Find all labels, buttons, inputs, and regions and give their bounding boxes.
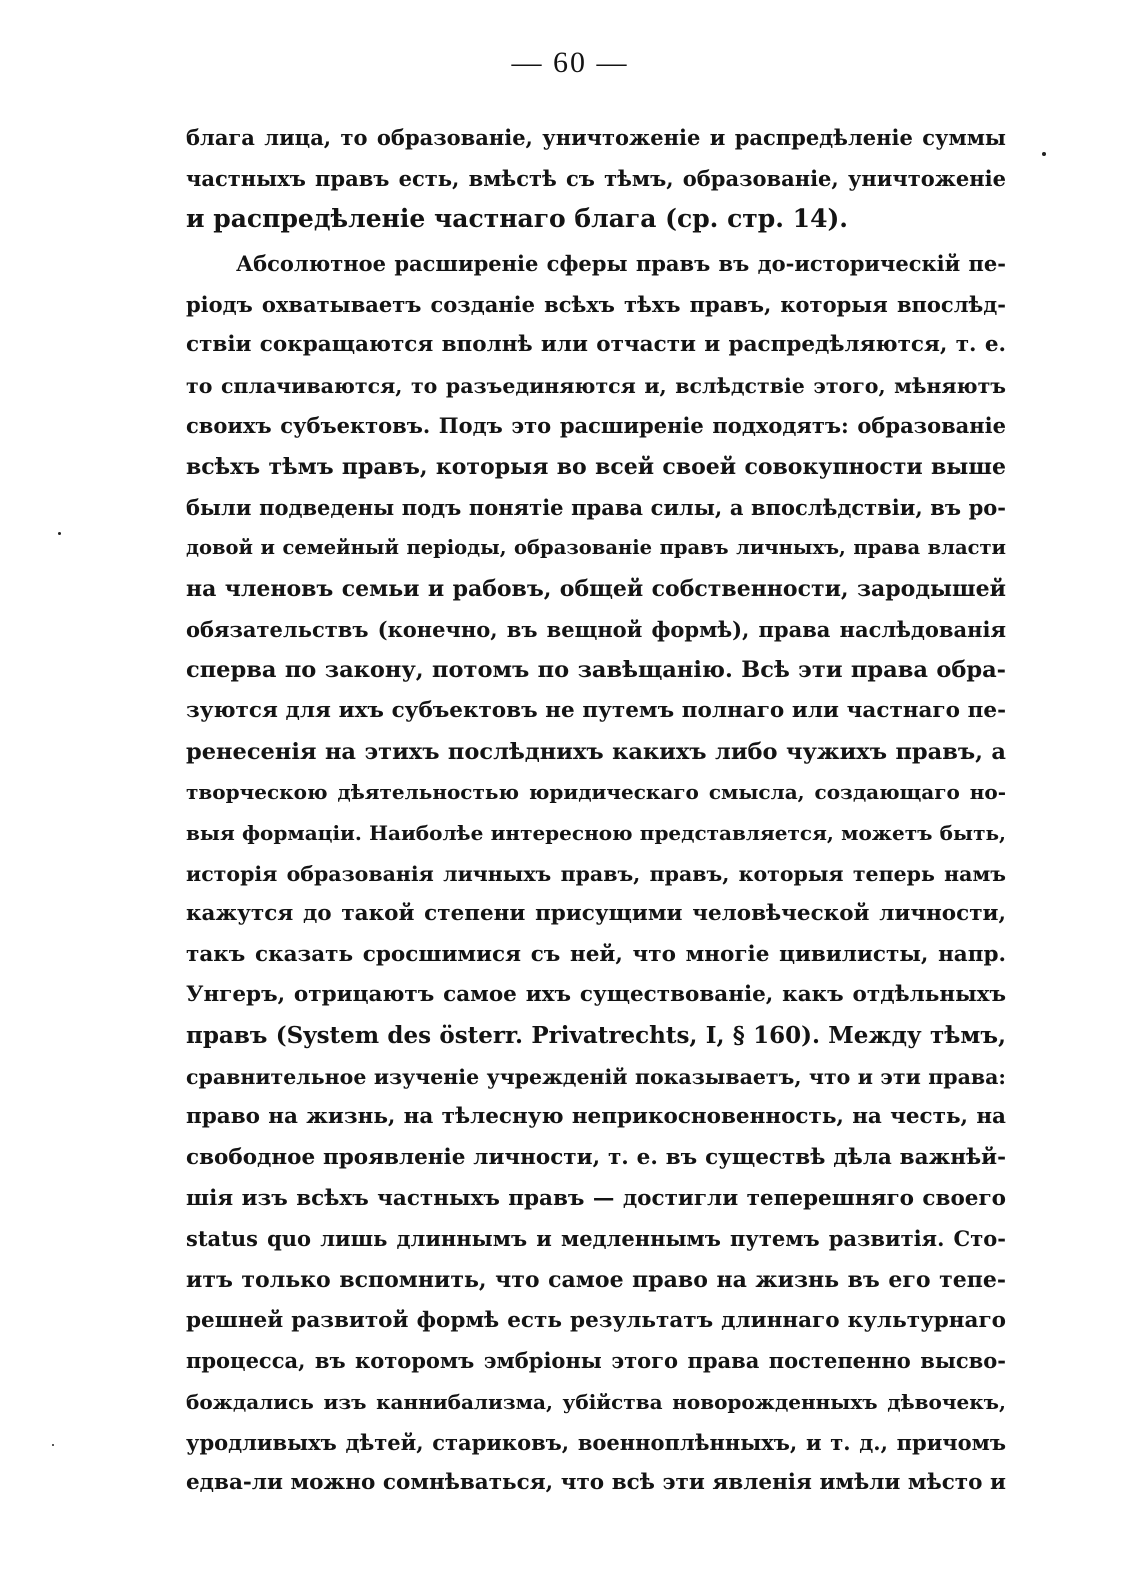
- text-line: ренесенія на этихъ послѣднихъ какихъ либо чужихъ правъ, а: [186, 738, 1006, 765]
- scan-speck: [52, 1444, 54, 1446]
- text-line: своихъ субъектовъ. Подъ это расширеніе подходятъ: образованіе: [186, 413, 1006, 439]
- text-line: status quo лишь длиннымъ и медленнымъ путемъ развитія. Сто-: [186, 1226, 1006, 1252]
- text-line: ствіи сокращаются вполнѣ или отчасти и распредѣляются, т. е.: [186, 332, 1006, 358]
- text-line: решней развитой формѣ есть результатъ длиннаго культурнаго: [186, 1307, 1006, 1333]
- text-line: то сплачиваются, то разъединяются и, вслѣдствіе этого, мѣняютъ: [186, 373, 1006, 398]
- paragraph-1: [186, 118, 1006, 240]
- text-line: Унгеръ, отрицаютъ самое ихъ существованіе, какъ отдѣльныхъ: [186, 982, 1006, 1008]
- text-line: всѣхъ тѣмъ правъ, которыя во всей своей совокупности выше: [186, 454, 1006, 481]
- text-line: итъ только вспомнить, что самое право на жизнь въ его тепе-: [186, 1266, 1006, 1293]
- text-line: сперва по закону, потомъ по завѣщанію. Всѣ эти права обра-: [186, 657, 1006, 684]
- text-line: такъ сказать сросшимися съ ней, что многіе цивилисты, напр.: [186, 941, 1006, 967]
- text-line: частныхъ правъ есть, вмѣстѣ съ тѣмъ, образованіе, уничтоженіе: [186, 165, 1006, 191]
- text-line: правъ (System des österr. Privatrechts, I, § 160). Между тѣмъ,: [186, 1022, 1006, 1050]
- text-line: выя формаціи. Наиболѣе интересною представляется, можетъ быть,: [186, 820, 1006, 845]
- text-line: обязательствъ (конечно, въ вещной формѣ), права наслѣдованія: [186, 616, 1006, 642]
- text-line: едва-ли можно сомнѣваться, что всѣ эти явленія имѣли мѣсто и: [186, 1470, 1006, 1496]
- text-line: сравнительное изученіе учрежденій показываетъ, что и эти права:: [186, 1064, 1006, 1089]
- text-line: уродливыхъ дѣтей, стариковъ, военноплѣнныхъ, и т. д., причомъ: [186, 1429, 1006, 1455]
- page-number: — 60 —: [511, 46, 629, 79]
- text-line: свободное проявленіе личности, т. е. въ существѣ дѣла важнѣй-: [186, 1145, 1006, 1171]
- text-line: творческою дѣятельностью юридическаго смысла, создающаго но-: [186, 780, 1006, 805]
- text-line: процесса, въ которомъ эмбріоны этого права постепенно высво-: [186, 1348, 1006, 1374]
- scan-speck: [58, 532, 61, 535]
- text-line: кажутся до такой степени присущими человѣческой личности,: [186, 901, 1006, 927]
- text-line: довой и семейный періоды, образованіе правъ личныхъ, права власти: [186, 536, 1006, 560]
- text-line: шія изъ всѣхъ частныхъ правъ — достигли теперешняго своего: [186, 1185, 1006, 1211]
- paragraph-2: [186, 244, 1006, 1504]
- text-line: были подведены подъ понятіе права силы, а впослѣдствіи, въ ро-: [186, 494, 1006, 520]
- text-line: исторія образованія личныхъ правъ, правъ, которыя теперь намъ: [186, 861, 1006, 886]
- text-line: блага лица, то образованіе, уничтоженіе и распредѣленіе суммы: [186, 125, 1006, 150]
- scan-speck: [1042, 152, 1046, 156]
- text-body: [186, 118, 1006, 1504]
- text-line: на членовъ семьи и рабовъ, общей собственности, зародышей: [186, 576, 1006, 603]
- text-line: право на жизнь, на тѣлесную неприкосновенность, на честь, на: [186, 1104, 1006, 1130]
- text-line: ріодъ охватываетъ созданіе всѣхъ тѣхъ правъ, которыя впослѣд-: [186, 291, 1006, 317]
- text-line: Абсолютное расширеніе сферы правъ въ до-историческій пе-: [236, 250, 1006, 276]
- text-line: бождались изъ каннибализма, убійства новорожденныхъ дѣвочекъ,: [186, 1389, 1006, 1414]
- text-line: и распредѣленіе частнаго блага (ср. стр. 14).: [186, 204, 848, 234]
- text-line: зуются для ихъ субъектовъ не путемъ полнаго или частнаго пе-: [186, 697, 1006, 723]
